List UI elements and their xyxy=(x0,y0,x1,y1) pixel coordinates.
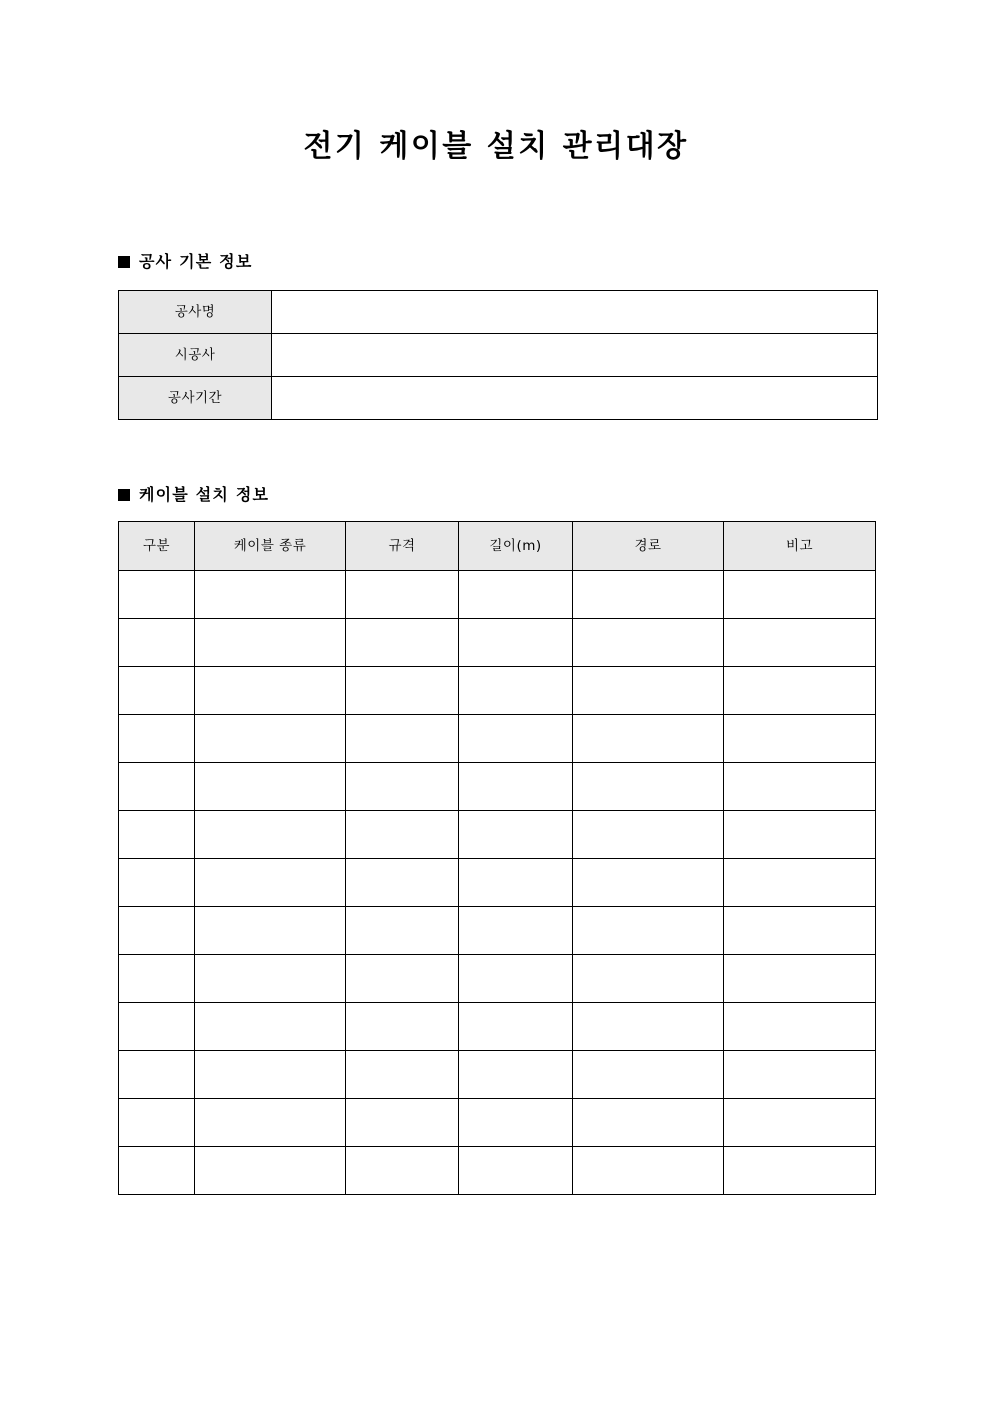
table-cell[interactable] xyxy=(195,811,346,859)
table-row xyxy=(119,907,876,955)
table-cell[interactable] xyxy=(195,859,346,907)
basic-info-table xyxy=(118,290,878,420)
table-cell[interactable] xyxy=(724,571,876,619)
table-row xyxy=(119,1003,876,1051)
section-heading-cable-info xyxy=(118,487,269,503)
table-cell[interactable] xyxy=(346,1051,459,1099)
page-title: 전기 케이블 설치 관리대장 xyxy=(303,129,689,164)
table-cell[interactable] xyxy=(119,571,195,619)
table-cell[interactable] xyxy=(459,715,573,763)
table-cell[interactable] xyxy=(459,811,573,859)
table-cell[interactable] xyxy=(573,811,724,859)
table-cell[interactable] xyxy=(195,907,346,955)
table-cell[interactable] xyxy=(573,667,724,715)
table-cell[interactable] xyxy=(346,1147,459,1195)
basic-info-label-project-name: 공사명 xyxy=(119,291,272,334)
table-cell[interactable] xyxy=(724,955,876,1003)
table-cell[interactable] xyxy=(724,907,876,955)
column-header-length: 길이(m) xyxy=(459,522,573,571)
table-row xyxy=(119,291,878,334)
basic-info-value-contractor[interactable] xyxy=(272,334,878,377)
table-cell[interactable] xyxy=(195,1051,346,1099)
table-cell[interactable] xyxy=(195,667,346,715)
table-cell[interactable] xyxy=(573,1051,724,1099)
table-row xyxy=(119,377,878,420)
table-cell[interactable] xyxy=(119,859,195,907)
table-cell[interactable] xyxy=(573,571,724,619)
table-row xyxy=(119,1147,876,1195)
table-cell[interactable] xyxy=(346,1003,459,1051)
table-cell[interactable] xyxy=(724,859,876,907)
square-bullet-icon xyxy=(118,489,130,501)
table-cell[interactable] xyxy=(573,763,724,811)
table-cell[interactable] xyxy=(724,715,876,763)
table-cell[interactable] xyxy=(573,1003,724,1051)
table-cell[interactable] xyxy=(724,1003,876,1051)
column-header-cable-type: 케이블 종류 xyxy=(195,522,346,571)
table-cell[interactable] xyxy=(346,667,459,715)
table-cell[interactable] xyxy=(459,907,573,955)
table-cell[interactable] xyxy=(119,907,195,955)
table-cell[interactable] xyxy=(459,571,573,619)
table-row xyxy=(119,619,876,667)
table-cell[interactable] xyxy=(195,955,346,1003)
table-row xyxy=(119,1099,876,1147)
column-header-category: 구분 xyxy=(119,522,195,571)
table-cell[interactable] xyxy=(724,667,876,715)
table-cell[interactable] xyxy=(724,763,876,811)
basic-info-label-contractor: 시공사 xyxy=(119,334,272,377)
table-cell[interactable] xyxy=(119,763,195,811)
table-row xyxy=(119,955,876,1003)
table-cell[interactable] xyxy=(119,715,195,763)
table-row xyxy=(119,667,876,715)
table-cell[interactable] xyxy=(459,667,573,715)
table-cell[interactable] xyxy=(195,763,346,811)
table-cell[interactable] xyxy=(119,619,195,667)
table-cell[interactable] xyxy=(724,811,876,859)
basic-info-value-project-name[interactable] xyxy=(272,291,878,334)
table-cell[interactable] xyxy=(573,715,724,763)
table-cell[interactable] xyxy=(346,955,459,1003)
column-header-spec: 규격 xyxy=(346,522,459,571)
table-cell[interactable] xyxy=(459,1099,573,1147)
table-cell[interactable] xyxy=(346,811,459,859)
basic-info-value-period[interactable] xyxy=(272,377,878,420)
table-cell[interactable] xyxy=(195,1099,346,1147)
table-cell[interactable] xyxy=(346,907,459,955)
table-cell[interactable] xyxy=(573,1147,724,1195)
table-row xyxy=(119,1051,876,1099)
table-header-row xyxy=(119,522,876,571)
table-cell[interactable] xyxy=(724,1147,876,1195)
table-cell[interactable] xyxy=(346,763,459,811)
table-cell[interactable] xyxy=(459,619,573,667)
table-cell[interactable] xyxy=(119,811,195,859)
table-cell[interactable] xyxy=(119,1099,195,1147)
table-row xyxy=(119,811,876,859)
table-cell[interactable] xyxy=(346,571,459,619)
table-cell[interactable] xyxy=(724,619,876,667)
table-cell[interactable] xyxy=(346,859,459,907)
table-cell[interactable] xyxy=(195,619,346,667)
table-cell[interactable] xyxy=(459,1147,573,1195)
table-cell[interactable] xyxy=(459,859,573,907)
table-cell[interactable] xyxy=(573,619,724,667)
cable-info-table xyxy=(118,521,876,1195)
table-cell[interactable] xyxy=(195,715,346,763)
table-cell[interactable] xyxy=(195,1147,346,1195)
table-cell[interactable] xyxy=(195,1003,346,1051)
section-heading-basic-info xyxy=(118,254,252,270)
table-cell[interactable] xyxy=(573,907,724,955)
square-bullet-icon xyxy=(118,256,130,268)
table-cell[interactable] xyxy=(119,667,195,715)
table-row xyxy=(119,334,878,377)
table-cell[interactable] xyxy=(573,1099,724,1147)
table-cell[interactable] xyxy=(724,1051,876,1099)
table-cell[interactable] xyxy=(724,1099,876,1147)
table-row xyxy=(119,763,876,811)
table-cell[interactable] xyxy=(119,1003,195,1051)
table-cell[interactable] xyxy=(459,1003,573,1051)
basic-info-label-period: 공사기간 xyxy=(119,377,272,420)
table-cell[interactable] xyxy=(346,715,459,763)
column-header-remarks: 비고 xyxy=(724,522,876,571)
table-cell[interactable] xyxy=(119,955,195,1003)
table-cell[interactable] xyxy=(195,571,346,619)
column-header-route: 경로 xyxy=(573,522,724,571)
section-heading-basic-info-label: 공사 기본 정보 xyxy=(139,252,253,271)
table-row xyxy=(119,571,876,619)
table-cell[interactable] xyxy=(459,955,573,1003)
table-cell[interactable] xyxy=(573,859,724,907)
table-cell[interactable] xyxy=(459,1051,573,1099)
table-cell[interactable] xyxy=(119,1051,195,1099)
table-row xyxy=(119,715,876,763)
table-cell[interactable] xyxy=(346,1099,459,1147)
table-row xyxy=(119,859,876,907)
table-cell[interactable] xyxy=(119,1147,195,1195)
table-cell[interactable] xyxy=(459,763,573,811)
section-heading-cable-info-label: 케이블 설치 정보 xyxy=(139,485,270,504)
table-cell[interactable] xyxy=(346,619,459,667)
table-cell[interactable] xyxy=(573,955,724,1003)
